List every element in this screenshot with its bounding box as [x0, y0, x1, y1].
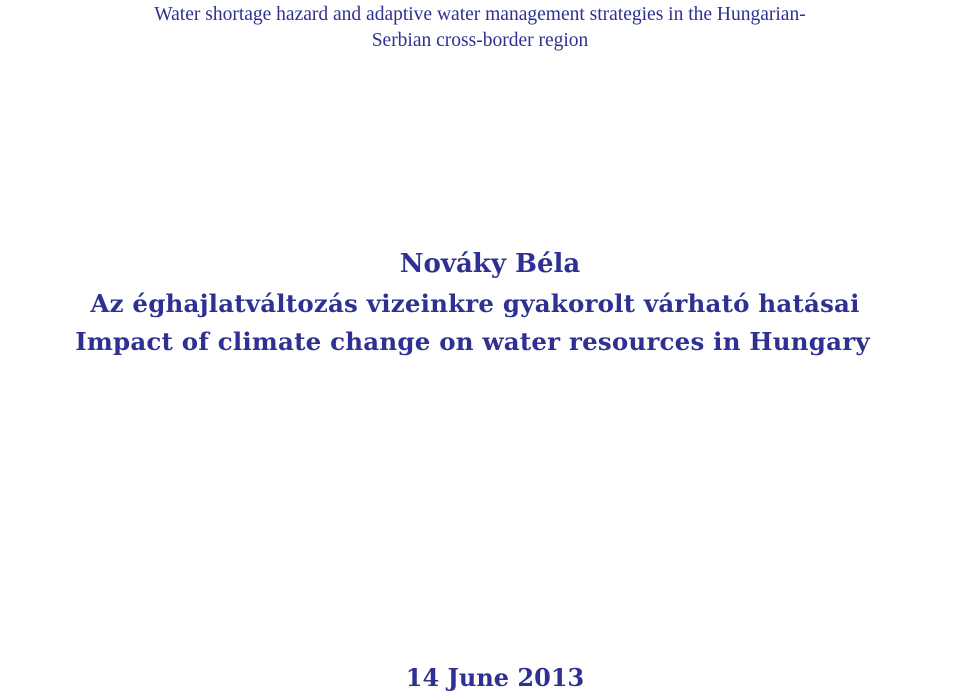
title-hungarian: Az éghajlatváltozás vizeinkre gyakorolt várható hatásai	[90, 289, 860, 318]
title-english: Impact of climate change on water resources in Hungary	[75, 327, 870, 356]
title-block	[0, 244, 960, 360]
project-header	[0, 2, 960, 54]
project-header-line-2: Serbian cross-border region	[371, 30, 589, 51]
presentation-date: 14 June 2013	[405, 663, 585, 692]
author-name: Nováky Béla	[399, 249, 581, 279]
project-header-line-1: Water shortage hazard and adaptive water management strategies in the Hungarian-	[154, 4, 806, 25]
